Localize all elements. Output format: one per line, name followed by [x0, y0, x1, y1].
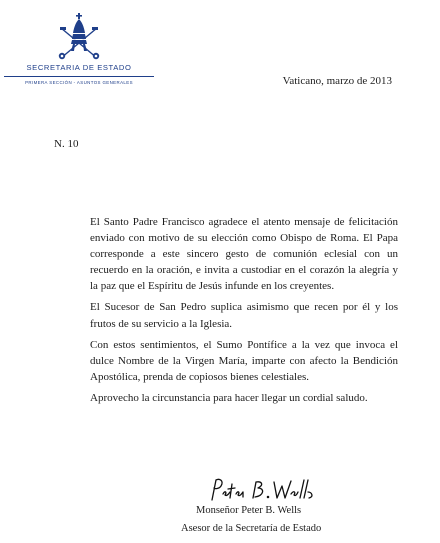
- papal-tiara-keys-icon: [56, 10, 102, 60]
- signer-title: Asesor de la Secretaría de Estado: [181, 523, 322, 534]
- letter-date: Vaticano, marzo de 2013: [282, 75, 392, 87]
- office-name: SECRETARIA DE ESTADO: [26, 63, 132, 72]
- handwritten-signature: [208, 476, 318, 504]
- signer-name: Monseñor Peter B. Wells: [196, 505, 302, 516]
- paragraph-blessing: Con estos sentimientos, el Sumo Pontífice a la vez que invoca el dulce Nombre de la Virgen María, imparte con afecto la Bendición Apostólica, prenda de copiosos bienes celestiales.: [90, 338, 398, 383]
- office-section: PRIMERA SECCIÓN - ASUNTOS GENERALES: [25, 80, 133, 85]
- letter-body: [90, 214, 398, 411]
- paragraph-closing: Aprovecho la circunstancia para hacer llegar un cordial saludo.: [90, 391, 368, 404]
- letterhead: [4, 10, 154, 85]
- reference-number: N. 10: [54, 138, 79, 150]
- paragraph-prayer: El Sucesor de San Pedro suplica asimismo que recen por él y los frutos de su servicio a la Iglesia.: [90, 301, 398, 330]
- letterhead-rule: [4, 76, 154, 77]
- paragraph-thanks: El Santo Padre Francisco agradece el atento mensaje de felicitación enviado con motivo de su elección como Obispo de Roma. El Papa corresponde a este sincero gesto de comunión eclesial con un recuerdo en la oración, e invita a custodiar en el corazón la alegría y la paz que el Espíritu de Jesús infunde en los creyentes.: [90, 216, 398, 293]
